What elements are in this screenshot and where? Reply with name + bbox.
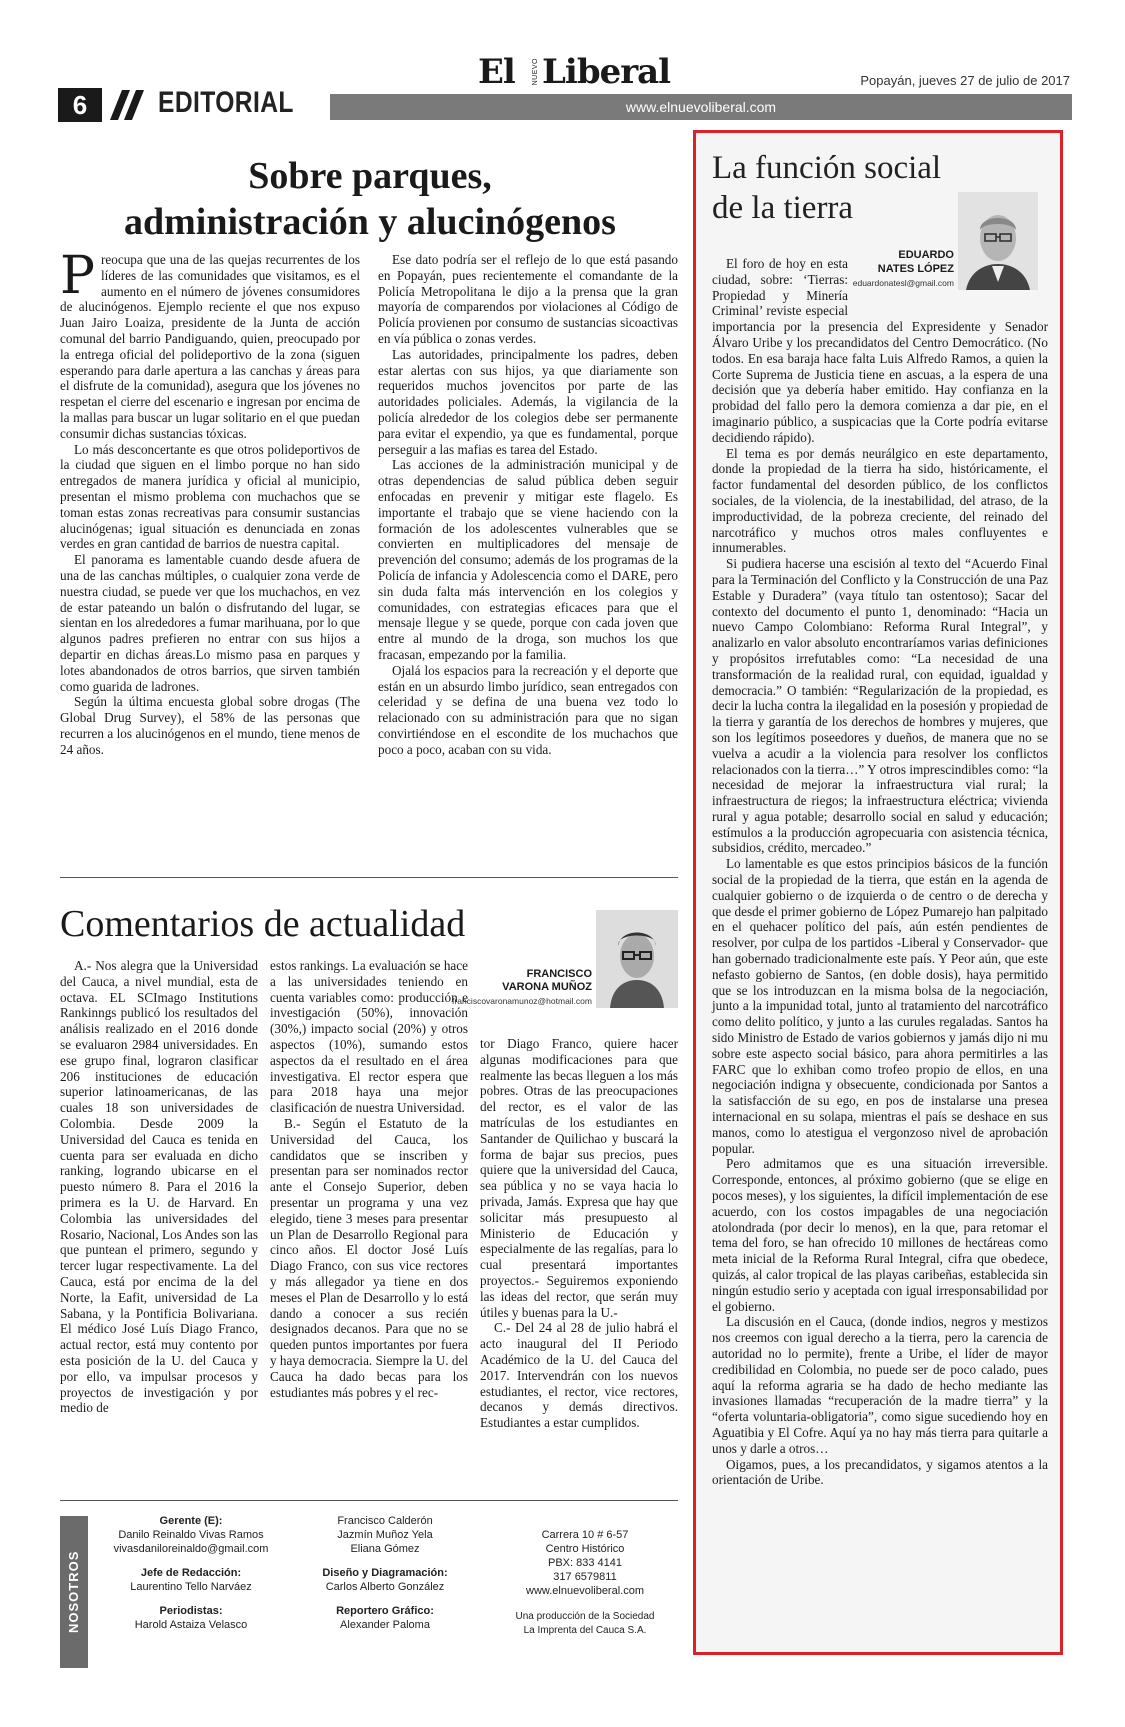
comentarios-column-1 bbox=[60, 958, 258, 1416]
staff-name: Laurentino Tello Narváez bbox=[130, 1581, 252, 1593]
tierra-column bbox=[712, 256, 1048, 1488]
masthead-el: El bbox=[478, 52, 515, 92]
comentarios-author-email[interactable]: franciscovaronamunoz@hotmail.com bbox=[452, 996, 592, 1006]
editorial-paragraph: Las acciones de la administración municipal y de otras dependencias de salud pública deben seguir enfocadas en prevenir y mitigar este flagelo. Es importante el trabajo que se viene haciendo con la formación de los adolescentes vulnerables que se convierten en multiplicadores del mensaje de prevención del consumo; además de los programas de la Policía de infancia y Adolescencia como el DARE, pero sin duda falta más intervención en los colegios y comunidades, con estrategias eficaces para que el mensaje llegue y se quede, porque con cada joven que entre al mundo de la droga, son muchos los que fracasan, empezando por la familia. bbox=[378, 457, 678, 662]
editorial-paragraph: Las autoridades, principalmente los padres, deben estar alertas con sus hijos, ya que diariamente son requeridos muchos jovencitos por parte de las autoridades policiales. Además, la vigilancia de la policía alrededor de los colegios debe ser permanente para evitar el expendio, ya que es fundamental, porque perseguir a las mafias es tarea del Estado. bbox=[378, 346, 678, 457]
staff-divider bbox=[60, 1500, 678, 1501]
staff-web[interactable]: www.elnuevoliberal.com bbox=[526, 1585, 644, 1597]
staff-name: Carlos Alberto González bbox=[325, 1581, 445, 1593]
masthead-liberal: Liberal bbox=[542, 52, 671, 92]
staff-role: Diseño y Diagramación: bbox=[322, 1567, 448, 1579]
website-url[interactable]: www.elnuevoliberal.com bbox=[625, 99, 777, 115]
staff-name: Alexander Paloma bbox=[340, 1619, 430, 1631]
tierra-paragraph: Si pudiera hacerse una escisión al texto del “Acuerdo Final para la Terminación del Conflicto y la Construcción de una Paz Estable y Duradera” (vaya título tan ostentoso); Sacar del contexto del documento el punto 1, denominado: “Hacia un nuevo Campo Colombiano: Reforma Rural Integral”, y analizarlo en valor absoluto encontraríamos varias definiciones y propósitos irrefutables como: “La necesidad de una transformación de la realidad rural, con equidad, igualdad y democracia.” O también: “Regularización de la propiedad, es decir la lucha contra la ilegalidad en la posesión y propiedad de la tierra y garantía de los derechos de hombres y mujeres, que son los legítimos poseedores y dueños, de manera que no se vuelva a acudir a la violencia para resolver los conflictos relacionados con la tierra…” Y otros imprescindibles como: “la necesidad de mejorar la infraestructura vial rural; la infraestructura de riegos; la infraestructura eléctrica; vivienda rural y agua potable; desarrollo social en salud y educación; estímulos a la producción agropecuaria con asistencia técnica, subsidios, crédito, mercadeo.” bbox=[712, 556, 1048, 856]
staff-name: Danilo Reinaldo Vivas Ramos bbox=[118, 1529, 264, 1541]
staff-credit: La Imprenta del Cauca S.A. bbox=[523, 1625, 647, 1636]
staff-role: Gerente (E): bbox=[159, 1515, 223, 1527]
editorial-column-2 bbox=[378, 252, 678, 758]
staff-credit: Una producción de la Sociedad bbox=[515, 1611, 655, 1622]
staff-address: Carrera 10 # 6-57 bbox=[541, 1529, 629, 1541]
tierra-author: EDUARDO NATES LÓPEZ bbox=[877, 249, 954, 275]
comentarios-column-2 bbox=[270, 958, 468, 1400]
drop-cap: P bbox=[60, 246, 95, 306]
staff-role: Jefe de Redacción: bbox=[140, 1567, 242, 1579]
staff-phone: 317 6579811 bbox=[553, 1571, 617, 1583]
staff-role: Periodistas: bbox=[159, 1605, 223, 1617]
page-number: 6 bbox=[58, 88, 102, 122]
staff-column-3 bbox=[500, 1528, 670, 1638]
author-photo-icon bbox=[596, 910, 678, 1008]
staff-phone: PBX: 833 4141 bbox=[547, 1557, 622, 1569]
tierra-paragraph: La discusión en el Cauca, (donde indios, negros y mestizos nos creemos con igual derecho a la tierra, pero la carencia de autoridad no lo permite), frente a Uribe, el líder de mayor credibilidad en Colombia, no puede ser de poco calado, pues aquí la reforma agraria se ha dado de hecho mediante las invasiones llamadas “recuperación de la madre tierra” y la “oferta voluntaria-obligatoria”, como sigue sucediendo hoy en Aguatibia y El Cofre. Aquí ya no hay más tierra para quitarle a unos y darle a otros… bbox=[712, 1314, 1048, 1456]
tierra-paragraph: Oigamos, pues, a los precandidatos, y sigamos atentos a la orientación de Uribe. bbox=[712, 1456, 1048, 1488]
comentarios-author: FRANCISCO VARONA MUÑOZ bbox=[502, 968, 592, 993]
masthead-nuevo: NUEVO bbox=[532, 58, 539, 86]
tierra-paragraph: El foro de hoy en esta ciudad, sobre: ‘Tierras: Propiedad y Minería Criminal’ reviste especial importancia por la presencia del Expresidente y Senador Álvaro Uribe y los precandidatos del Centro Democrático. (No todos. En esa baraja hace falta Luis Alfredo Ramos, a quien la Corte Suprema de Justicia tiene en ascuas, a la espera de una decisión que ya debería haber emitido. Hay confianza en la probidad del fallo pero la demora comienza a dar pie, en el imaginario público, a suspicacias que la Corte podría evitarse decidiendo rápido). bbox=[712, 256, 1048, 445]
comentarios-paragraph: tor Diago Franco, quiere hacer algunas modificaciones para que realmente las becas lleguen a los más pobres. Otras de las preocupaciones del rector, es el valor de las matrículas de los estudiantes en Santander de Quilichao y buscará la forma de bajar sus precios, pues quiere que la universidad del Cauca, sea pública y no se vaya hacia lo privada, Jamás. Expresa que hay que solicitar más presupuesto al Ministerio de Educación y especialmente de las regalías, para lo cual presentará importantes proyectos.- Seguiremos exponiendo las ideas del rector, que serán muy útiles y buenas para la U.- bbox=[480, 1036, 678, 1320]
editorial-paragraph: Según la última encuesta global sobre drogas (The Global Drug Survey), el 58% de las personas que recurren a los alucinógenos en el mundo, tiene menos de 24 años. bbox=[60, 694, 360, 757]
staff-name: Eliana Gómez bbox=[350, 1543, 420, 1555]
editorial-paragraph: Ojalá los espacios para la recreación y el deporte que están en un absurdo limbo jurídico, sean entregados con celeridad y se defina de una buena vez todo lo relacionado con su administración para que no sigan convirtiéndose en el escondite de los muchachos que poco a poco, acaban con su vida. bbox=[378, 662, 678, 757]
comentarios-paragraph: B.- Según el Estatuto de la Universidad del Cauca, los candidatos que se inscriben y presentan para ser nominados rector ante el Consejo Superior, deben presentar un programa y una vez elegido, tiene 3 meses para presentar un Plan de Desarrollo Regional para cinco años. El doctor José Luís Diago Franco, con sus vice rectores y más allegador ya tiene en dos meses el Plan de Desarrollo y lo está dando a conocer a sus recién designados decanos. Para que no se queden puntos importantes por fuera y haya democracia. Siempre la U. del Cauca ha dado becas para los estudiantes más pobres y el rec- bbox=[270, 1115, 468, 1400]
tierra-title-line1: La función social bbox=[712, 150, 942, 186]
editorial-paragraph: Ese dato podría ser el reflejo de lo que está pasando en Popayán, pues recientemente el comandante de la Policía Metropolitana le dijo a la prensa que la gran mayoría de comparendos por violaciones al Código de Policía provienen por consumo de sustancias sicoactivas en vía pública o zonas verdes. bbox=[378, 252, 678, 346]
comentarios-title: Comentarios de actualidad bbox=[60, 903, 466, 945]
tierra-title-line2: de la tierra bbox=[712, 190, 854, 226]
staff-column-1 bbox=[96, 1514, 286, 1632]
staff-email[interactable]: vivasdaniloreinaldo@gmail.com bbox=[113, 1543, 269, 1555]
editorial-paragraph: El panorama es lamentable cuando desde afuera de una de las canchas múltiples, o cualquier zona verde de nuestra ciudad, se puede ver que los muchachos, en vez de estar pateando un balón o disfrutando del lugar, se sientan en los alrededores a fumar marihuana, por lo que algunos padres prefieren no entrar con sus hijos a departir en dichas áreas.Lo mismo pasa en parques y lotes abandonados de otros barrios, que sirven también como guarida de ladrones. bbox=[60, 552, 360, 694]
tierra-title bbox=[712, 148, 941, 228]
comentarios-column-3 bbox=[480, 1036, 678, 1431]
tierra-author-email[interactable]: eduardonatesl@gmail.com bbox=[852, 278, 954, 288]
section-title: EDITORIAL bbox=[158, 86, 294, 119]
editorial-title-line1: Sobre parques, bbox=[248, 155, 492, 197]
staff-role: Reportero Gráfico: bbox=[336, 1605, 434, 1617]
tierra-paragraph: Lo lamentable es que estos principios básicos de la función social de la propiedad de la tierra, que están en la agenda de cualquier gobierno o de izquierda o de centro o de derecha y que desde el primer gobierno de López Pumarejo han palpitado en el quehacer político del país, aún estén pendientes de resolver, por culpa de los partidos -Liberal y Conservador- que han gobernado tradicionalmente este país. Y Peor aún, que este nefasto gobierno de Santos, (en doble dosis), haya permitido que se los introduzcan en la misma bolsa de la negociación, junto a la impunidad total, junto al tratamiento del narcotráfico como delito político, y junto a las curules regaladas. Santos ha sido Ministro de Estado de varios gobiernos y jamás dijo ni mu sobre este aspecto social básico, para ahora permitirles a las FARC que lo exhiban como trofeo propio de ellos, en una negociación indigna y obsecuente, condicionada por Santos a la satisfacción de su ego, en pos de instalarse una presea internacional en su solapa, mientras el país se deshace en sus manos, como lo atestigua el vergonzoso nivel de aprobación popular. bbox=[712, 856, 1048, 1156]
staff-name: Jazmín Muñoz Yela bbox=[337, 1529, 433, 1541]
editorial-paragraph: Preocupa que una de las quejas recurrentes de los líderes de las comunidades que visitamos, es el aumento en el número de jóvenes consumidores de alucinógenos. Ejemplo reciente el que nos expuso Juan Jairo Loaiza, presidente de la Junta de acción comunal del barrio Pandiguando, quien, preocupado por la entrega oficial del polideportivo de la zona (siguen esperando para darle apertura a las canchas y áreas para el disfrute de la comunidad), asegura que los jóvenes no respetan el cierre del escenario e ingresan por encima de la mallas para buscar un lugar solitario en el que puedan consumir dichas sustancias tóxicas. bbox=[60, 246, 360, 441]
editorial-paragraph: Lo más desconcertante es que otros polideportivos de la ciudad que siguen en el limbo porque no han sido entregados de manera jurídica y oficial al municipio, presentan el mismo problema con muchachos que se toman estas zonas recreativas para consumir sustancias alucinógenas; igual situación es denunciada en zonas verdes en gran cantidad de barrios de nuestra capital. bbox=[60, 441, 360, 552]
section-divider bbox=[60, 877, 678, 878]
staff-column-2 bbox=[300, 1514, 470, 1632]
section-slashes-icon bbox=[108, 86, 152, 124]
comentarios-paragraph: C.- Del 24 al 28 de julio habrá el acto inaugural del II Periodo Académico de la U. del Cauca del 2017. Intervendrán con los nuevos estudiantes, el rector, vice rectores, decanos y demás directivos. Estudiantes a estar cumplidos. bbox=[480, 1320, 678, 1431]
dateline: Popayán, jueves 27 de julio de 2017 bbox=[860, 73, 1070, 88]
comentarios-paragraph: A.- Nos alegra que la Universidad del Cauca, a nivel mundial, esta de octava. EL SCImago Institutions Rankinngs publicó los resultados del análisis realizado en el 2016 donde se evaluaron 2984 universidades. En ese grupo final, lograron clasificar 206 instituciones de educación superior latinoamericanas, de las cuales 18 son universidades de Colombia. Desde 2009 la Universidad del Cauca es tenida en cuenta para ser evaluada en dicho ranking, logrando ubicarse en el puesto número 8. Para el 2016 la primera es la U. de Harvard. En Colombia las universidades del Rosario, Nacional, Los Andes son las que puntean el primero, segundo y tercer lugar respectivamente. La del Cauca, está por encima de la del Norte, la Eafit, universidad de La Sabana, y la Pontificia Bolivariana. El médico José Luís Diago Franco, actual rector, está muy contento por esta posición de la U. del Cauca y por ello, va impulsar procesos y proyectos de investigación y por medio de bbox=[60, 958, 258, 1416]
tierra-paragraph: El tema es por demás neurálgico en este departamento, donde la propiedad de la tierra ha sido, históricamente, el factor fundamental del desorden público, de los conflictos sociales, de la violencia, de la inestabilidad, del atraso, de la improductividad, de la pobreza creciente, del reinado del narcotráfico y muchos otros males confluyentes e innumerables. bbox=[712, 445, 1048, 556]
editorial-title-line2: administración y alucinógenos bbox=[124, 201, 616, 243]
editorial-title bbox=[60, 153, 680, 245]
nosotros-label: NOSOTROS bbox=[66, 1550, 81, 1634]
staff-address: Centro Histórico bbox=[545, 1543, 625, 1555]
staff-name: Francisco Calderón bbox=[337, 1515, 433, 1527]
tierra-paragraph: Pero admitamos que es una situación irreversible. Corresponde, entonces, al próximo gobierno (que se elige en pocos meses), y los siguientes, la difícil implementación de ese acuerdo, con los costos impagables de una negociación atolondrada (por decir lo menos), en la que, para retomar el tema del foro, se han ofrecido 10 millones de hectáreas como meta inicial de la Reforma Rural Integral, cifra que obedece, quizás, al calor tropical de las playas caribeñas, establecida sin ningún estudio serio y aceptada con igual irresponsabilidad por el gobierno. bbox=[712, 1156, 1048, 1314]
comentarios-paragraph: estos rankings. La evaluación se hace a las universidades teniendo en cuenta variables como: producción e investigación (50%), innovación (30%,) impacto social (20%) y otros aspectos (10%), sumando estos aspectos da el resultado en el área investigativa. El rector espera que para 2018 haya una mejor clasificación de nuestra Universidad. bbox=[270, 958, 468, 1116]
author-block-spacer bbox=[848, 256, 1048, 318]
staff-name: Harold Astaiza Velasco bbox=[134, 1619, 248, 1631]
editorial-column-1 bbox=[60, 246, 360, 758]
